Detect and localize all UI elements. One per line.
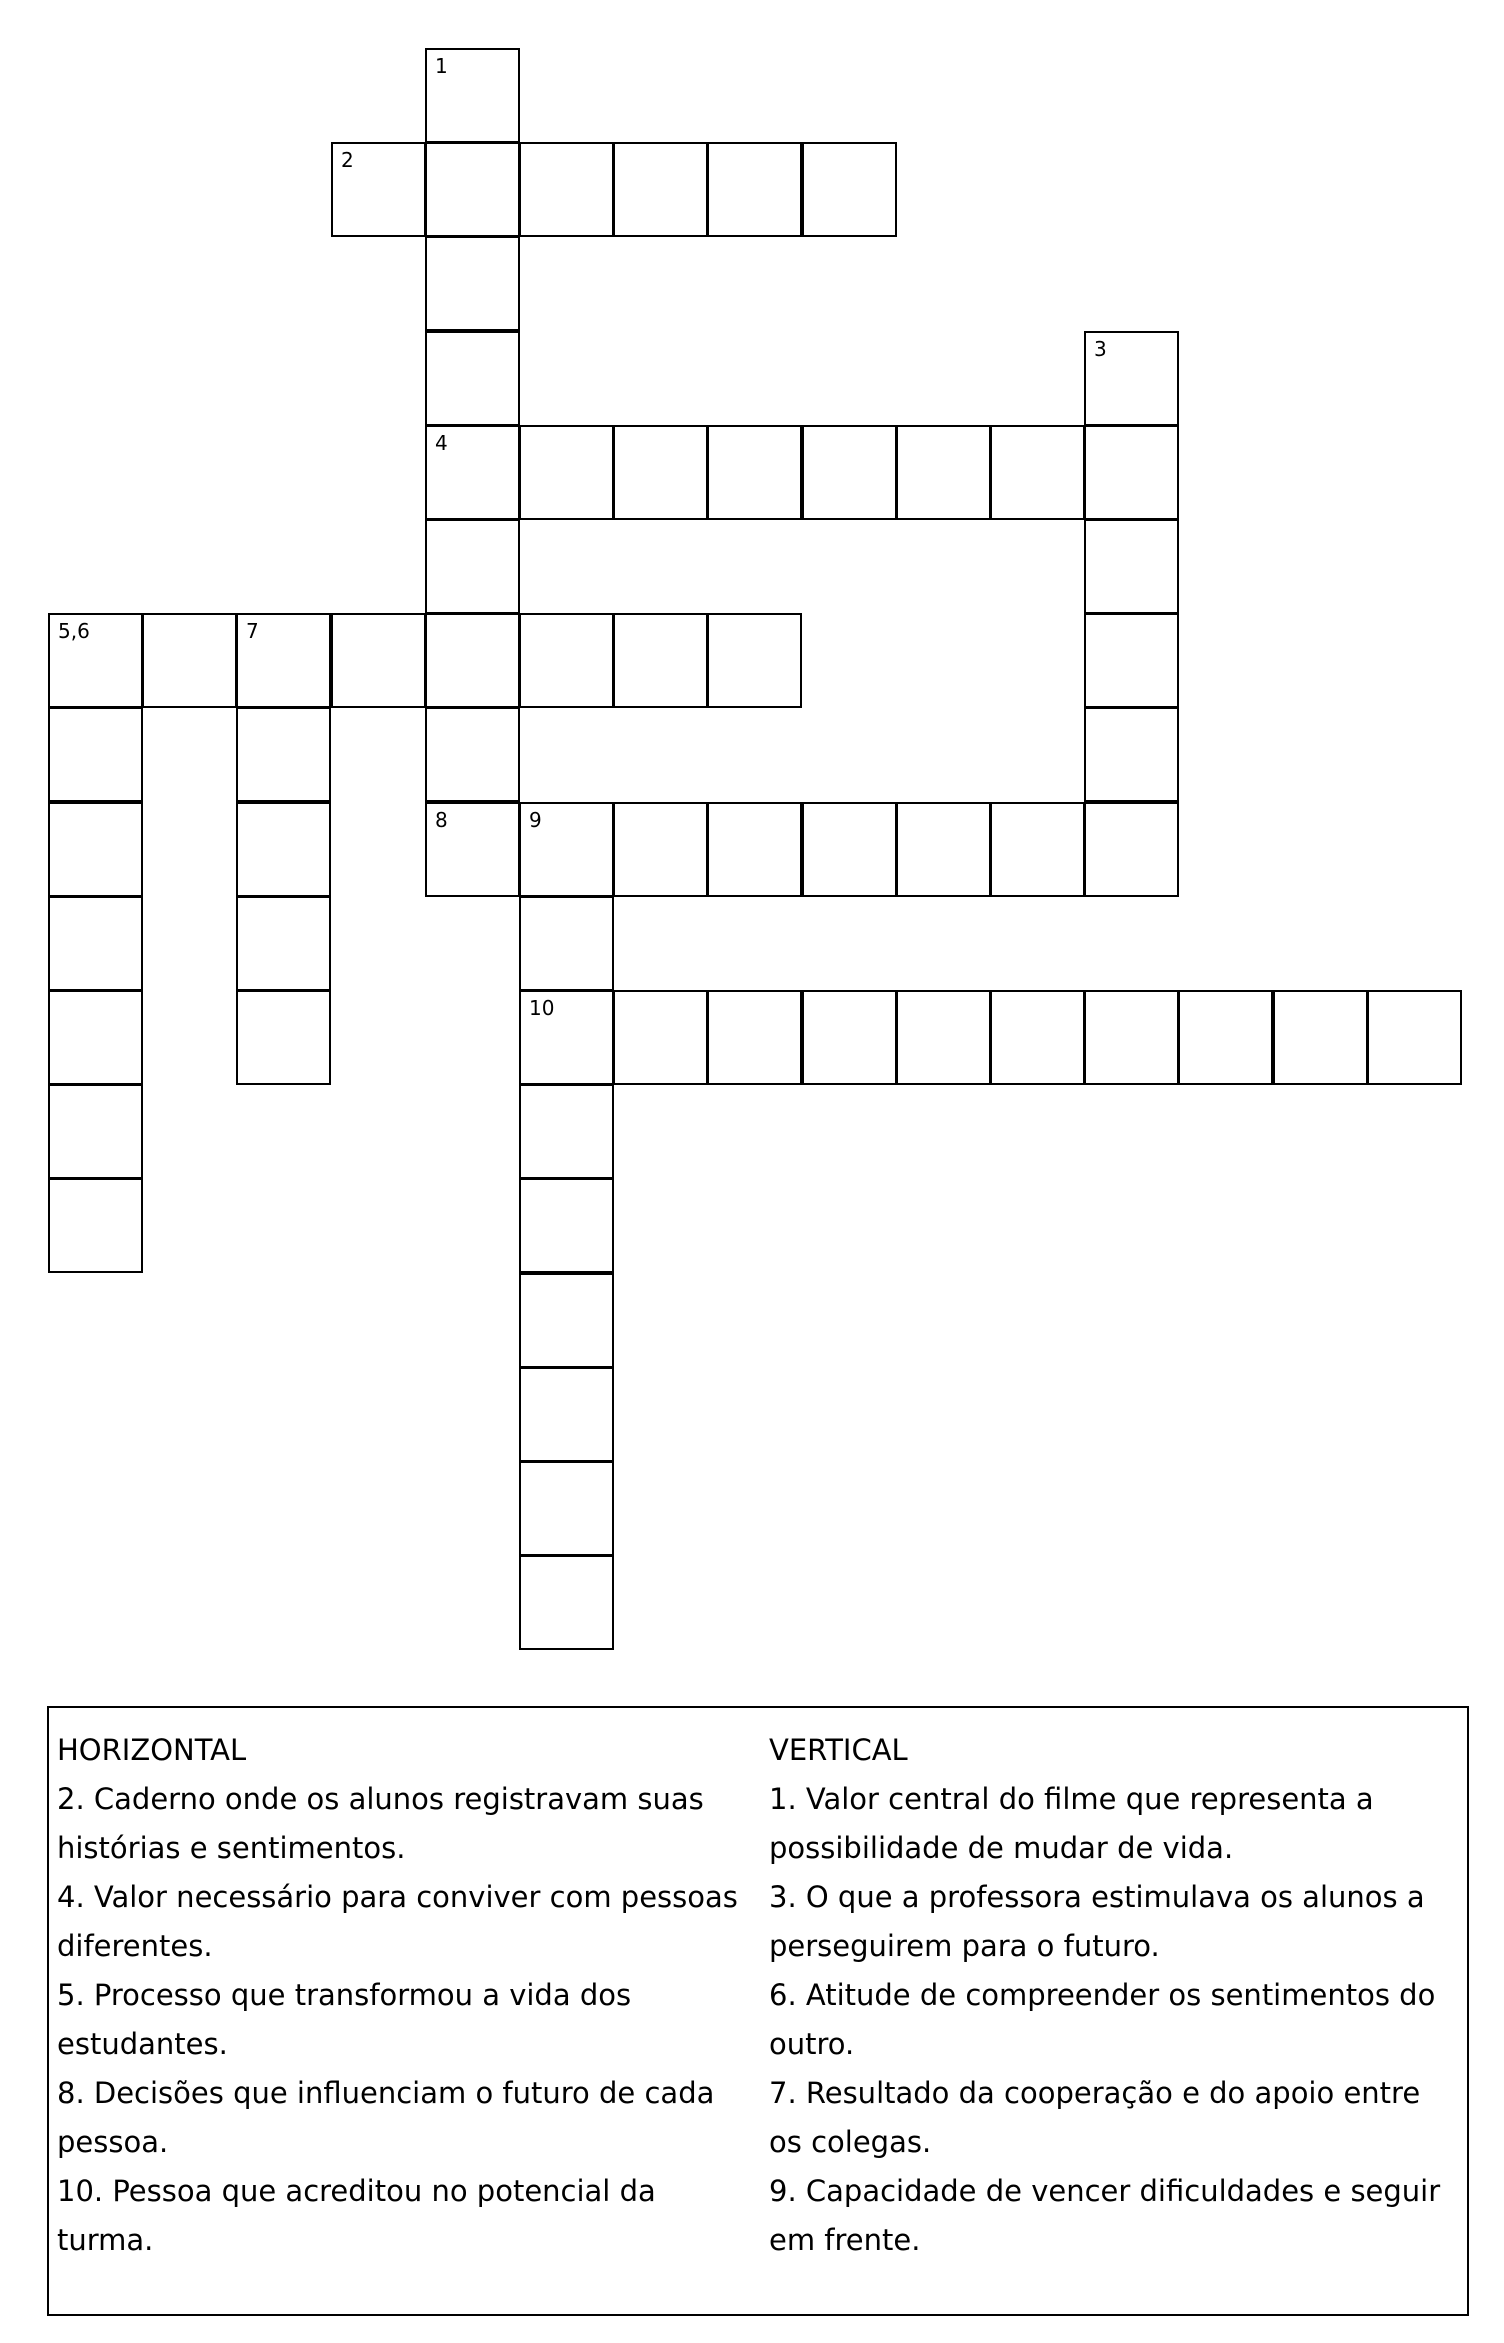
crossword-cell[interactable] [896, 802, 991, 897]
crossword-cell[interactable] [519, 1367, 614, 1462]
cell-number-label: 3 [1094, 337, 1107, 361]
crossword-cell[interactable] [613, 802, 708, 897]
crossword-cell[interactable] [236, 990, 331, 1085]
crossword-cell[interactable] [990, 802, 1085, 897]
crossword-cell[interactable] [519, 802, 614, 897]
crossword-cell[interactable] [48, 707, 143, 802]
crossword-cell[interactable] [707, 142, 802, 237]
crossword-cell[interactable] [425, 519, 520, 614]
clue-horizontal-5: 5. Processo que transformou a vida dos estudantes. [57, 1978, 632, 2061]
crossword-cell[interactable] [425, 425, 520, 520]
crossword-cell[interactable] [896, 990, 991, 1085]
crossword-cell[interactable] [48, 613, 143, 708]
clue-vertical-6: 6. Atitude de compreender os sentimentos do outro. [769, 1978, 1436, 2061]
cell-number-label: 7 [246, 619, 259, 643]
horizontal-heading: HORIZONTAL [57, 1733, 247, 1767]
crossword-cell[interactable] [519, 1178, 614, 1273]
crossword-cell[interactable] [613, 142, 708, 237]
crossword-cell[interactable] [1084, 519, 1179, 614]
clues-box [47, 1706, 1469, 2316]
crossword-cell[interactable] [707, 990, 802, 1085]
crossword-cell[interactable] [519, 1555, 614, 1650]
clue-horizontal-2: 2. Caderno onde os alunos registravam suas histórias e sentimentos. [57, 1782, 704, 1865]
crossword-cell[interactable] [519, 425, 614, 520]
crossword-cell[interactable] [1084, 425, 1179, 520]
crossword-cell[interactable] [519, 1461, 614, 1556]
clue-vertical-1: 1. Valor central do filme que representa a possibilidade de mudar de vida. [769, 1782, 1374, 1865]
crossword-cell[interactable] [802, 142, 897, 237]
crossword-cell[interactable] [425, 802, 520, 897]
clue-vertical-9: 9. Capacidade de vencer dificuldades e seguir em frente. [769, 2174, 1441, 2257]
crossword-cell[interactable] [519, 896, 614, 991]
cell-number-label: 8 [435, 808, 448, 832]
crossword-cell[interactable] [236, 802, 331, 897]
cell-number-label: 9 [529, 808, 542, 832]
crossword-cell[interactable] [1084, 331, 1179, 426]
crossword-cell[interactable] [1084, 613, 1179, 708]
crossword-cell[interactable] [331, 142, 426, 237]
crossword-cell[interactable] [236, 707, 331, 802]
crossword-cell[interactable] [802, 802, 897, 897]
crossword-cell[interactable] [707, 613, 802, 708]
crossword-cell[interactable] [1367, 990, 1462, 1085]
crossword-cell[interactable] [48, 1178, 143, 1273]
clue-horizontal-4: 4. Valor necessário para conviver com pessoas diferentes. [57, 1880, 738, 1963]
crossword-cell[interactable] [425, 331, 520, 426]
clue-horizontal-10: 10. Pessoa que acreditou no potencial da turma. [57, 2174, 656, 2257]
clue-vertical-3: 3. O que a professora estimulava os alunos a perseguirem para o futuro. [769, 1880, 1425, 1963]
crossword-cell[interactable] [425, 707, 520, 802]
crossword-cell[interactable] [1178, 990, 1273, 1085]
clue-horizontal-8: 8. Decisões que influenciam o futuro de cada pessoa. [57, 2076, 715, 2159]
crossword-cell[interactable] [613, 613, 708, 708]
crossword-cell[interactable] [425, 142, 520, 237]
crossword-cell[interactable] [519, 990, 614, 1085]
crossword-cell[interactable] [802, 425, 897, 520]
cell-number-label: 5,6 [58, 619, 90, 643]
crossword-cell[interactable] [48, 896, 143, 991]
clue-vertical-7: 7. Resultado da cooperação e do apoio entre os colegas. [769, 2076, 1421, 2159]
crossword-cell[interactable] [236, 613, 331, 708]
crossword-cell[interactable] [142, 613, 237, 708]
crossword-cell[interactable] [48, 990, 143, 1085]
crossword-cell[interactable] [613, 990, 708, 1085]
cell-number-label: 1 [435, 54, 448, 78]
crossword-cell[interactable] [1084, 990, 1179, 1085]
crossword-cell[interactable] [707, 425, 802, 520]
cell-number-label: 2 [341, 148, 354, 172]
vertical-heading: VERTICAL [769, 1733, 908, 1767]
crossword-cell[interactable] [896, 425, 991, 520]
crossword-cell[interactable] [613, 425, 708, 520]
crossword-cell[interactable] [331, 613, 426, 708]
crossword-cell[interactable] [519, 142, 614, 237]
crossword-cell[interactable] [707, 802, 802, 897]
crossword-cell[interactable] [425, 613, 520, 708]
crossword-cell[interactable] [425, 48, 520, 143]
crossword-cell[interactable] [990, 990, 1085, 1085]
crossword-cell[interactable] [1084, 802, 1179, 897]
crossword-cell[interactable] [1084, 707, 1179, 802]
crossword-cell[interactable] [519, 1273, 614, 1368]
cell-number-label: 4 [435, 431, 448, 455]
crossword-cell[interactable] [802, 990, 897, 1085]
crossword-cell[interactable] [425, 236, 520, 331]
horizontal-clues [57, 1726, 747, 2265]
cell-number-label: 10 [529, 996, 555, 1020]
crossword-cell[interactable] [48, 802, 143, 897]
crossword-cell[interactable] [1273, 990, 1368, 1085]
vertical-clues [769, 1726, 1459, 2265]
crossword-cell[interactable] [519, 1084, 614, 1179]
crossword-cell[interactable] [990, 425, 1085, 520]
crossword-cell[interactable] [48, 1084, 143, 1179]
crossword-cell[interactable] [236, 896, 331, 991]
crossword-cell[interactable] [519, 613, 614, 708]
